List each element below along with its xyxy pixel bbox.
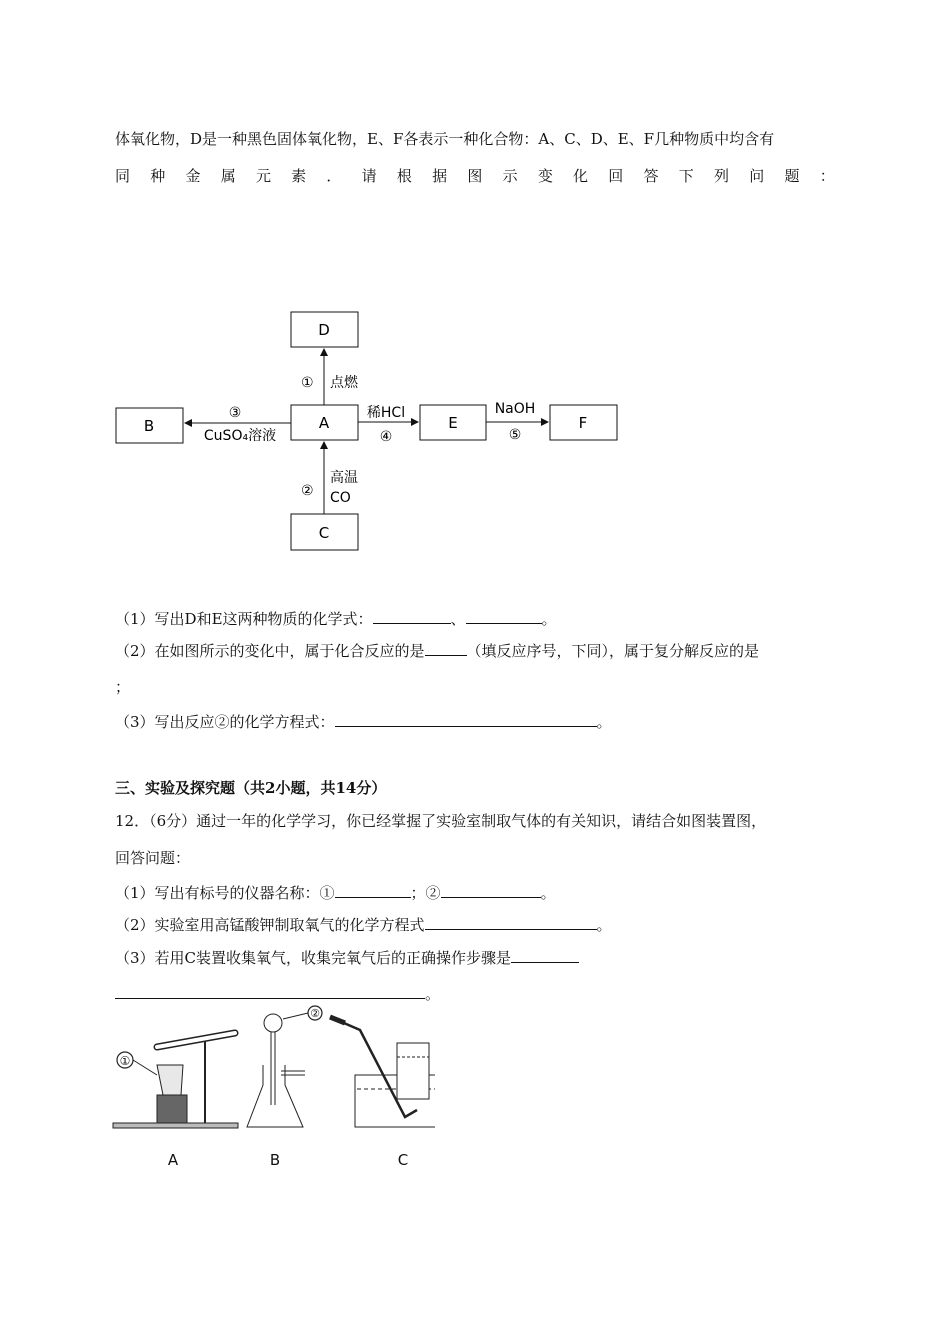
q12-part-3 (115, 947, 579, 968)
q11-p3-text: （3）写出反应②的化学方程式： (115, 713, 335, 731)
r1-condition: 点燃 (330, 375, 358, 391)
answer-blank-kmno4-equation[interactable] (425, 914, 597, 930)
q12-p1-end: 。 (540, 884, 556, 902)
answer-blank-instrument-1[interactable] (335, 882, 411, 898)
mark-2: ② (310, 1007, 320, 1020)
r5-number: ⑤ (508, 427, 522, 443)
intro-line-2-char: 列 (713, 167, 729, 185)
answer-blank-instrument-2[interactable] (441, 882, 541, 898)
intro-line-2-char: 属 (220, 167, 236, 185)
r4-condition: 稀HCl (366, 405, 406, 421)
r1-number: ① (301, 375, 314, 391)
q12-intro: 12．（6分）通过一年的化学学习，你已经掌握了实验室制取气体的有关知识，请结合如图装置图， (115, 812, 767, 830)
box-f-label: F (578, 414, 588, 432)
q12-p1-text-b: ；② (410, 884, 441, 902)
q12-part-2 (115, 914, 612, 935)
intro-line-2-char: 种 (150, 167, 166, 185)
q11-part-1 (115, 608, 557, 629)
intro-line-2-char: 同 (115, 167, 131, 185)
intro-line-2-char: 根 (396, 167, 412, 185)
q11-p1-text: （1）写出D和E这两种物质的化学式： (115, 610, 373, 628)
answer-blank-e[interactable] (466, 608, 542, 624)
q11-p3-end: 。 (596, 713, 612, 731)
reaction-flow-diagram (110, 305, 630, 555)
intro-line-2-char: 元 (255, 167, 271, 185)
section-3-title: 三、实验及探究题（共2小题，共14分） (115, 779, 387, 797)
r3-number: ③ (228, 405, 242, 421)
r5-condition: NaOH (494, 401, 536, 417)
intro-line-2-char: 图 (467, 167, 483, 185)
intro-line-2-char: 化 (573, 167, 589, 185)
intro-line-2-char: 请 (361, 167, 377, 185)
intro-line-2-char: 问 (749, 167, 765, 185)
q12-part-1 (115, 882, 556, 903)
r2-condition-bottom: CO (330, 490, 351, 506)
q12-p3-text: （3）若用C装置收集氧气，收集完氧气后的正确操作步骤是 (115, 949, 512, 967)
q11-part-2 (115, 640, 759, 661)
q11-part-2-cont: ； (115, 678, 131, 696)
answer-blank-steps-b[interactable] (115, 983, 425, 999)
q12-p1-text-a: （1）写出有标号的仪器名称：① (115, 884, 335, 902)
box-b-label: B (143, 417, 155, 435)
label-apparatus-c: C (397, 1151, 409, 1169)
intro-line-2-char: ： (819, 167, 835, 185)
label-apparatus-b: B (269, 1151, 281, 1169)
apparatus-a (113, 1033, 238, 1128)
intro-line-2-char: 答 (643, 167, 659, 185)
lab-apparatus-figure (105, 1005, 435, 1175)
apparatus-c (330, 1017, 435, 1127)
q11-p1-sep: 、 (450, 610, 466, 628)
intro-line-2-char: 金 (185, 167, 201, 185)
q12-p3-end: 。 (425, 985, 441, 1003)
answer-blank-steps-a[interactable] (511, 947, 579, 963)
answer-blank-d[interactable] (373, 608, 451, 624)
intro-line-1: 体氧化物，D是一种黑色固体氧化物，E、F各表示一种化合物：A、C、D、E、F几种物质中均含有 (115, 130, 775, 148)
box-d-label: D (318, 321, 330, 339)
q12-p2-text: （2）实验室用高锰酸钾制取氧气的化学方程式 (115, 916, 425, 934)
intro-line-2-char: 题 (784, 167, 800, 185)
q11-p2-text-b: （填反应序号，下同），属于复分解反应的是 (466, 642, 760, 660)
answer-blank-combination[interactable] (425, 640, 467, 656)
q12-part-3-cont (115, 983, 440, 1004)
box-c-label: C (318, 524, 330, 542)
intro-line-2-char: 回 (608, 167, 624, 185)
intro-line-2-char: ． (326, 167, 342, 185)
q11-p1-end: 。 (541, 610, 557, 628)
r3-condition: CuSO₄溶液 (203, 428, 277, 444)
label-apparatus-a: A (167, 1151, 179, 1169)
box-e-label: E (448, 414, 458, 432)
mark-1: ① (119, 1054, 131, 1068)
box-a-label: A (318, 414, 330, 432)
apparatus-b (247, 1006, 322, 1127)
intro-line-2-char: 素 (291, 167, 307, 185)
intro-line-2-char: 下 (678, 167, 694, 185)
r2-condition-top: 高温 (330, 470, 358, 486)
intro-line-2-char: 示 (502, 167, 518, 185)
q11-part-3 (115, 711, 612, 732)
r2-number: ② (301, 483, 314, 499)
answer-blank-equation-2[interactable] (335, 711, 597, 727)
q12-p2-end: 。 (596, 916, 612, 934)
q11-p2-text-a: （2）在如图所示的变化中，属于化合反应的是 (115, 642, 425, 660)
intro-line-2-char: 变 (537, 167, 553, 185)
r4-number: ④ (379, 429, 393, 445)
intro-line-2-char: 据 (432, 167, 448, 185)
intro-line-2 (115, 165, 835, 186)
q12-intro-2: 回答问题： (115, 849, 191, 867)
